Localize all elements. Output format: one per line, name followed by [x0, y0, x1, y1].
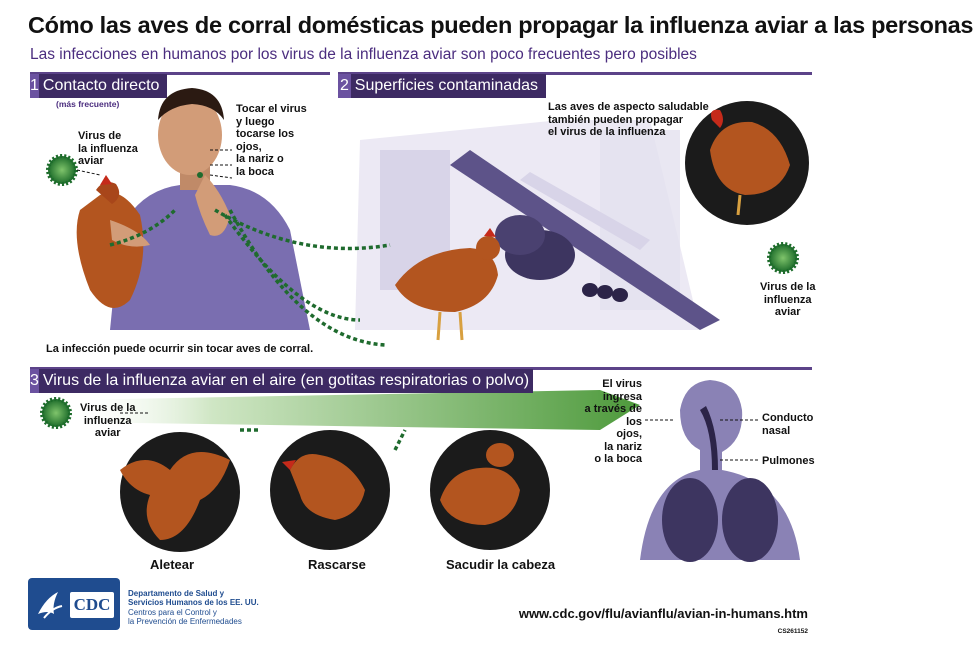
section1-touch-label: Tocar el virus y luego tocarse los ojos, la nariz o la boca	[236, 103, 307, 178]
dept-line-2: Servicios Humanos de los EE. UU.	[128, 598, 259, 607]
section1-virus-label: Virus de la influenza aviar	[78, 130, 138, 167]
page-subtitle: Las infecciones en humanos por los virus de la influenza aviar son poco frecuentes pero posibles	[30, 46, 697, 63]
section2-header	[338, 74, 546, 98]
cdc-logo	[28, 578, 120, 630]
section2-healthy-label: Las aves de aspecto saludable también pueden propagar el virus de la influenza	[548, 101, 709, 138]
action-label-scratch: Rascarse	[308, 557, 366, 572]
cdc-logo-text: CDC	[73, 595, 111, 614]
virus-icon-section2	[769, 244, 797, 272]
air-arrow	[70, 390, 640, 430]
flapping-hen-circle	[120, 432, 240, 552]
section3-entry-label: El virus ingresa a través de los ojos, la nariz o la boca	[584, 378, 642, 465]
section2-virus-label: Virus de la influenza aviar	[760, 281, 816, 318]
section3-lungs-label: Pulmones	[762, 455, 815, 467]
dept-line-1: Departamento de Salud y	[128, 589, 225, 598]
section1-note: (más frecuente)	[56, 99, 120, 109]
footer-url[interactable]: www.cdc.gov/flu/avianflu/avian-in-humans.htm	[518, 606, 808, 621]
human-anatomy-silhouette	[640, 380, 800, 562]
section1-title: Contacto directo	[42, 77, 160, 94]
section3-header	[30, 369, 533, 393]
shaking-hen-circle	[430, 430, 550, 550]
scratching-hen-circle	[270, 430, 390, 550]
virus-icon-section3	[42, 399, 70, 427]
action-label-flap: Aletear	[150, 557, 195, 572]
section2-title: Superficies contaminadas	[354, 77, 538, 94]
footer-code: CS261152	[777, 628, 808, 635]
virus-icon-section1	[48, 156, 76, 184]
page-title: Cómo las aves de corral domésticas pueden propagar la influenza aviar a las personas	[28, 12, 973, 38]
section3-nasal-label: Conducto nasal	[762, 412, 814, 437]
section3-virus-label: Virus de la influenza aviar	[80, 402, 136, 439]
section1-header	[30, 74, 167, 98]
section3-title: Virus de la influenza aviar en el aire (en gotitas respiratorias o polvo)	[42, 372, 530, 389]
center-line-2: la Prevención de Enfermedades	[128, 617, 242, 626]
center-line-1: Centros para el Control y	[128, 608, 217, 617]
section1-footer-note: La infección puede ocurrir sin tocar aves de corral.	[46, 343, 314, 355]
section2-number: 2	[338, 74, 351, 98]
section3-number: 3	[30, 369, 39, 393]
section1-number: 1	[30, 74, 39, 98]
action-label-shake: Sacudir la cabeza	[446, 557, 556, 572]
